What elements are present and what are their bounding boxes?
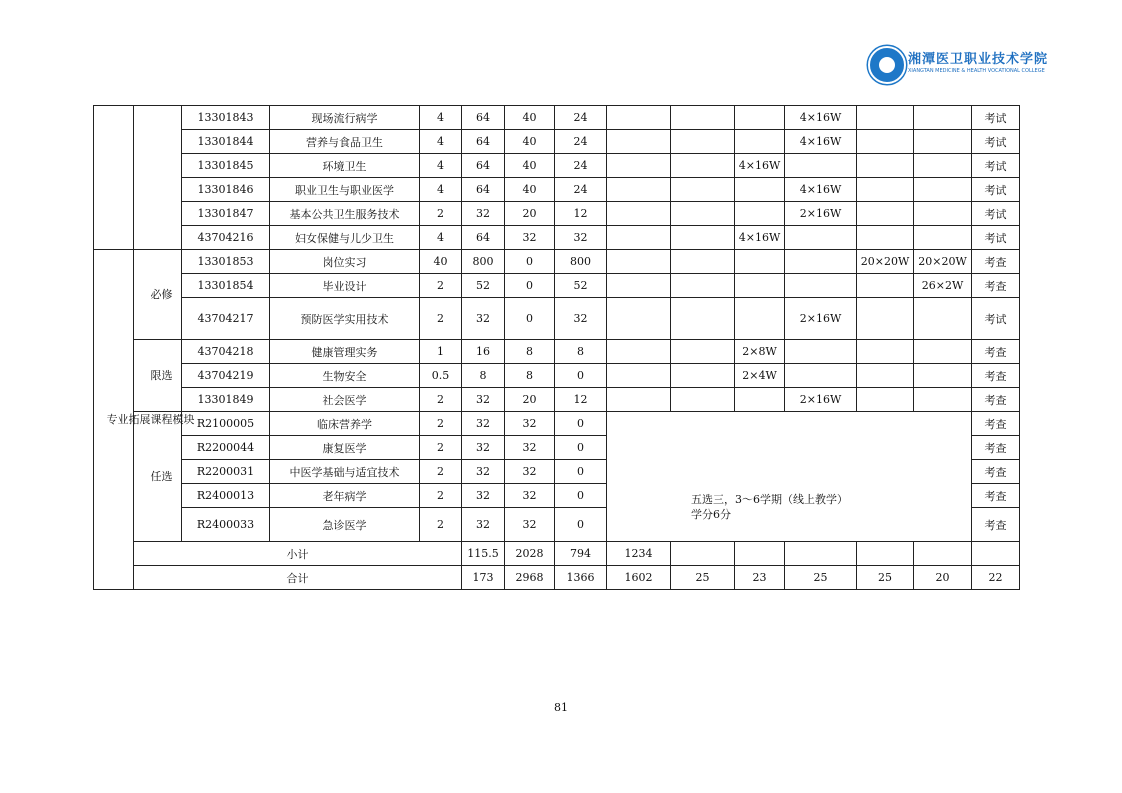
theory-hours-cell: 40 [505, 130, 555, 154]
semester-s4-cell [785, 226, 857, 250]
semester-s5-cell [857, 226, 914, 250]
table-row [94, 298, 1020, 340]
course-name-cell: 老年病学 [270, 484, 420, 508]
semester-s3-cell: 2×4W [735, 364, 785, 388]
theory-hours-cell: 794 [555, 542, 607, 566]
course-name-cell: 生物安全 [270, 364, 420, 388]
semester-s5-cell [857, 178, 914, 202]
theory-hours-cell: 0 [505, 274, 555, 298]
semester-s2-cell [671, 340, 735, 364]
credit-cell: 2 [420, 436, 462, 460]
practice-hours-cell: 0 [555, 412, 607, 436]
semester-s3-cell [735, 130, 785, 154]
total-hours-cell: 32 [462, 436, 505, 460]
course-name-cell: 现场流行病学 [270, 106, 420, 130]
total-hours-cell: 64 [462, 106, 505, 130]
semester-s1-cell [607, 340, 671, 364]
course-name-cell: 健康管理实务 [270, 340, 420, 364]
table-row [94, 202, 1020, 226]
course-name-cell: 职业卫生与职业医学 [270, 178, 420, 202]
course-code-cell: 13301843 [182, 106, 270, 130]
assessment-cell: 考试 [972, 202, 1020, 226]
practice-hours-cell: 32 [555, 298, 607, 340]
empty-cell [914, 542, 972, 566]
assessment-cell: 考试 [972, 130, 1020, 154]
assessment-cell: 考查 [972, 340, 1020, 364]
semester-s1-cell [607, 250, 671, 274]
group-optional-label [134, 412, 182, 542]
semester-s1-cell [607, 298, 671, 340]
course-code-cell: 13301844 [182, 130, 270, 154]
course-name-cell: 康复医学 [270, 436, 420, 460]
semester-s2-cell [671, 106, 735, 130]
theory-hours-cell: 20 [505, 202, 555, 226]
course-name-cell: 社会医学 [270, 388, 420, 412]
group-required-label-text: 必修 [150, 287, 173, 301]
course-code-cell: 13301849 [182, 388, 270, 412]
course-name-cell: 营养与食品卫生 [270, 130, 420, 154]
assessment-cell: 考试 [972, 298, 1020, 340]
semester-s5-cell [857, 340, 914, 364]
course-code-cell: 13301846 [182, 178, 270, 202]
semester-s3-cell: 2×8W [735, 340, 785, 364]
assessment-cell: 考查 [972, 508, 1020, 542]
credit-cell: 2 [420, 274, 462, 298]
semester-s5-cell [857, 202, 914, 226]
practice-hours-cell: 800 [555, 250, 607, 274]
course-name-cell: 预防医学实用技术 [270, 298, 420, 340]
assessment-cell: 考查 [972, 412, 1020, 436]
credit-cell: 4 [420, 154, 462, 178]
semester-s6-cell [914, 388, 972, 412]
semester-s2-cell [671, 154, 735, 178]
total-hours-cell: 64 [462, 226, 505, 250]
semester-s4-weekly-cell: 25 [857, 566, 914, 590]
course-code-cell: R2400013 [182, 484, 270, 508]
table-row [94, 340, 1020, 364]
table-body [94, 106, 1020, 590]
assessment-cell: 考试 [972, 178, 1020, 202]
semester-s3-cell [735, 298, 785, 340]
table-row [94, 106, 1020, 130]
semester-s1-cell [607, 106, 671, 130]
group-optional-label-text: 任选 [150, 469, 173, 483]
theory-hours-cell: 32 [505, 508, 555, 542]
credit-cell: 1 [420, 340, 462, 364]
optional-note-line: 学分6分 [691, 507, 731, 521]
optional-note-cell [607, 412, 972, 542]
semester-s4-cell: 2×16W [785, 202, 857, 226]
theory-hours-cell: 40 [505, 154, 555, 178]
theory-hours-cell: 32 [505, 484, 555, 508]
course-code-cell: 13301847 [182, 202, 270, 226]
table-row [94, 226, 1020, 250]
practice-hours-cell: 0 [555, 508, 607, 542]
total-hours-cell: 64 [462, 178, 505, 202]
module-cell [94, 106, 134, 250]
semester-s5-cell [857, 388, 914, 412]
semester-s6-cell [914, 202, 972, 226]
practice-hours-cell: 0 [555, 364, 607, 388]
semester-s1-cell [607, 154, 671, 178]
total-hours-cell: 2028 [505, 542, 555, 566]
semester-s3-cell [735, 274, 785, 298]
table-row [94, 250, 1020, 274]
total-hours-cell: 32 [462, 412, 505, 436]
credit-cell: 115.5 [462, 542, 505, 566]
course-code-cell: 43704218 [182, 340, 270, 364]
semester-s5-cell [857, 130, 914, 154]
total-hours-cell: 64 [462, 130, 505, 154]
semester-s3-cell [735, 202, 785, 226]
theory-hours-cell: 32 [505, 226, 555, 250]
course-name-cell: 基本公共卫生服务技术 [270, 202, 420, 226]
semester-s4-cell: 2×16W [785, 388, 857, 412]
school-emblem-icon [868, 46, 906, 84]
table-row [94, 388, 1020, 412]
theory-hours-cell: 0 [505, 298, 555, 340]
practice-hours-cell: 0 [555, 484, 607, 508]
course-name-cell: 环境卫生 [270, 154, 420, 178]
semester-s1-cell [607, 178, 671, 202]
theory-hours-cell: 0 [505, 250, 555, 274]
semester-s5-cell [857, 364, 914, 388]
total-hours-cell: 800 [462, 250, 505, 274]
semester-s2-cell [671, 250, 735, 274]
practice-hours-cell: 52 [555, 274, 607, 298]
practice-hours-cell: 24 [555, 130, 607, 154]
practice-hours-cell: 0 [555, 460, 607, 484]
semester-s5-cell [857, 106, 914, 130]
semester-s2-cell [671, 388, 735, 412]
semester-s6-cell [914, 226, 972, 250]
practice-hours-cell: 0 [555, 436, 607, 460]
semester-s4-cell: 4×16W [785, 106, 857, 130]
assessment-cell: 考查 [972, 436, 1020, 460]
table-row [94, 274, 1020, 298]
total-hours-cell: 64 [462, 154, 505, 178]
course-name-cell: 中医学基础与适宜技术 [270, 460, 420, 484]
semester-s1-cell [607, 130, 671, 154]
semester-s3-cell: 4×16W [735, 154, 785, 178]
practice-hours-cell: 32 [555, 226, 607, 250]
course-name-cell: 妇女保健与儿少卫生 [270, 226, 420, 250]
semester-s3-cell [735, 178, 785, 202]
total-hours-cell: 32 [462, 460, 505, 484]
total-hours-cell: 32 [462, 388, 505, 412]
page-number: 81 [554, 701, 568, 714]
school-logo [866, 44, 1049, 88]
semester-s2-weekly-cell: 23 [735, 566, 785, 590]
theory-hours-cell: 32 [505, 412, 555, 436]
course-code-cell: 13301853 [182, 250, 270, 274]
semester-s4-cell [785, 250, 857, 274]
group-limited-label-text: 限选 [150, 368, 173, 382]
school-name-en: XIANGTAN MEDICINE & HEALTH VOCATIONAL COLLEGE [908, 68, 1045, 74]
course-code-cell: 43704219 [182, 364, 270, 388]
total-hours-cell: 8 [462, 364, 505, 388]
practice-hours-cell: 24 [555, 154, 607, 178]
total-hours-cell: 32 [462, 298, 505, 340]
empty-cell [857, 542, 914, 566]
total-hours-cell: 16 [462, 340, 505, 364]
semester-s3-weekly-cell: 25 [785, 566, 857, 590]
semester-s6-cell: 26×2W [914, 274, 972, 298]
semester-s5-cell [857, 298, 914, 340]
theory-hours-cell: 8 [505, 364, 555, 388]
empty-cell [972, 542, 1020, 566]
semester-s6-cell [914, 178, 972, 202]
semester-s6-cell: 20×20W [914, 250, 972, 274]
semester-s5-weekly-cell: 20 [914, 566, 972, 590]
semester-s6-cell [914, 106, 972, 130]
semester-s1-cell [607, 274, 671, 298]
group-limited-label [134, 340, 182, 412]
assessment-cell: 考试 [972, 226, 1020, 250]
subtotal-label-cell: 小计 [134, 542, 462, 566]
semester-s1-cell [607, 388, 671, 412]
course-code-cell: R2100005 [182, 412, 270, 436]
semester-s6-weekly-cell: 22 [972, 566, 1020, 590]
semester-s1-cell [607, 226, 671, 250]
semester-s4-cell: 2×16W [785, 298, 857, 340]
assessment-cell: 考查 [972, 250, 1020, 274]
assessment-cell: 考试 [972, 154, 1020, 178]
semester-s5-cell: 20×20W [857, 250, 914, 274]
theory-hours-cell: 1366 [555, 566, 607, 590]
semester-s4-cell: 4×16W [785, 178, 857, 202]
credit-cell: 2 [420, 508, 462, 542]
credit-cell: 2 [420, 388, 462, 412]
course-code-cell: R2200031 [182, 460, 270, 484]
course-code-cell: R2400033 [182, 508, 270, 542]
course-name-cell: 临床营养学 [270, 412, 420, 436]
credit-cell: 4 [420, 106, 462, 130]
semester-s2-cell [671, 274, 735, 298]
practice-hours-cell: 12 [555, 388, 607, 412]
credit-cell: 2 [420, 484, 462, 508]
theory-hours-cell: 40 [505, 178, 555, 202]
total-hours-cell: 32 [462, 202, 505, 226]
semester-s5-cell [857, 274, 914, 298]
credit-cell: 4 [420, 226, 462, 250]
total-label-cell: 合计 [134, 566, 462, 590]
table-row [94, 130, 1020, 154]
subtotal-row [94, 542, 1020, 566]
total-row [94, 566, 1020, 590]
empty-cell [785, 542, 857, 566]
credit-cell: 2 [420, 412, 462, 436]
semester-s3-cell [735, 250, 785, 274]
semester-s6-cell [914, 340, 972, 364]
optional-note-line: 五选三，3～6学期（线上教学） [691, 492, 848, 506]
table-row [94, 364, 1020, 388]
semester-s3-cell: 4×16W [735, 226, 785, 250]
semester-s5-cell [857, 154, 914, 178]
assessment-cell: 考查 [972, 364, 1020, 388]
semester-s3-cell [735, 388, 785, 412]
empty-cell [671, 542, 735, 566]
semester-s1-cell [607, 202, 671, 226]
group-required-label [134, 250, 182, 340]
assessment-cell: 考查 [972, 274, 1020, 298]
course-name-cell: 急诊医学 [270, 508, 420, 542]
semester-s2-cell [671, 130, 735, 154]
assessment-cell: 考试 [972, 106, 1020, 130]
course-code-cell: 13301845 [182, 154, 270, 178]
credit-cell: 173 [462, 566, 505, 590]
theory-hours-cell: 8 [505, 340, 555, 364]
theory-hours-cell: 20 [505, 388, 555, 412]
school-name: 湘潭医卫职业技术学院 [908, 52, 1049, 67]
credit-cell: 4 [420, 178, 462, 202]
semester-s4-cell: 4×16W [785, 130, 857, 154]
assessment-cell: 考查 [972, 484, 1020, 508]
semester-s3-cell [735, 106, 785, 130]
semester-s2-cell [671, 298, 735, 340]
semester-s6-cell [914, 364, 972, 388]
theory-hours-cell: 32 [505, 436, 555, 460]
semester-s2-cell [671, 364, 735, 388]
credit-cell: 4 [420, 130, 462, 154]
table-row [94, 154, 1020, 178]
credit-cell: 40 [420, 250, 462, 274]
practice-hours-cell: 24 [555, 178, 607, 202]
semester-s1-weekly-cell: 25 [671, 566, 735, 590]
semester-s2-cell [671, 178, 735, 202]
total-hours-cell: 52 [462, 274, 505, 298]
credit-cell: 2 [420, 460, 462, 484]
group-cell [134, 106, 182, 250]
credit-cell: 2 [420, 202, 462, 226]
module-label-text: 专业拓展课程模块 [106, 412, 195, 426]
practice-hours-cell: 1234 [607, 542, 671, 566]
table-row [94, 178, 1020, 202]
assessment-cell: 考查 [972, 388, 1020, 412]
semester-s4-cell [785, 340, 857, 364]
semester-s2-cell [671, 226, 735, 250]
practice-hours-cell: 24 [555, 106, 607, 130]
total-hours-cell: 32 [462, 484, 505, 508]
theory-hours-cell: 40 [505, 106, 555, 130]
credit-cell: 2 [420, 298, 462, 340]
credit-cell: 0.5 [420, 364, 462, 388]
course-code-cell: 13301854 [182, 274, 270, 298]
course-code-cell: 43704216 [182, 226, 270, 250]
semester-s4-cell [785, 154, 857, 178]
course-name-cell: 毕业设计 [270, 274, 420, 298]
course-code-cell: R2200044 [182, 436, 270, 460]
total-hours-cell: 2968 [505, 566, 555, 590]
assessment-cell: 考查 [972, 460, 1020, 484]
semester-s4-cell [785, 364, 857, 388]
practice-hours-cell: 12 [555, 202, 607, 226]
total-hours-cell: 32 [462, 508, 505, 542]
course-code-cell: 43704217 [182, 298, 270, 340]
semester-s4-cell [785, 274, 857, 298]
table-row [94, 412, 1020, 436]
practice-hours-cell: 8 [555, 340, 607, 364]
semester-s6-cell [914, 298, 972, 340]
semester-s1-cell [607, 364, 671, 388]
semester-s6-cell [914, 154, 972, 178]
practice-hours-cell: 1602 [607, 566, 671, 590]
theory-hours-cell: 32 [505, 460, 555, 484]
semester-s6-cell [914, 130, 972, 154]
semester-s2-cell [671, 202, 735, 226]
empty-cell [735, 542, 785, 566]
curriculum-table [93, 105, 1020, 590]
course-name-cell: 岗位实习 [270, 250, 420, 274]
